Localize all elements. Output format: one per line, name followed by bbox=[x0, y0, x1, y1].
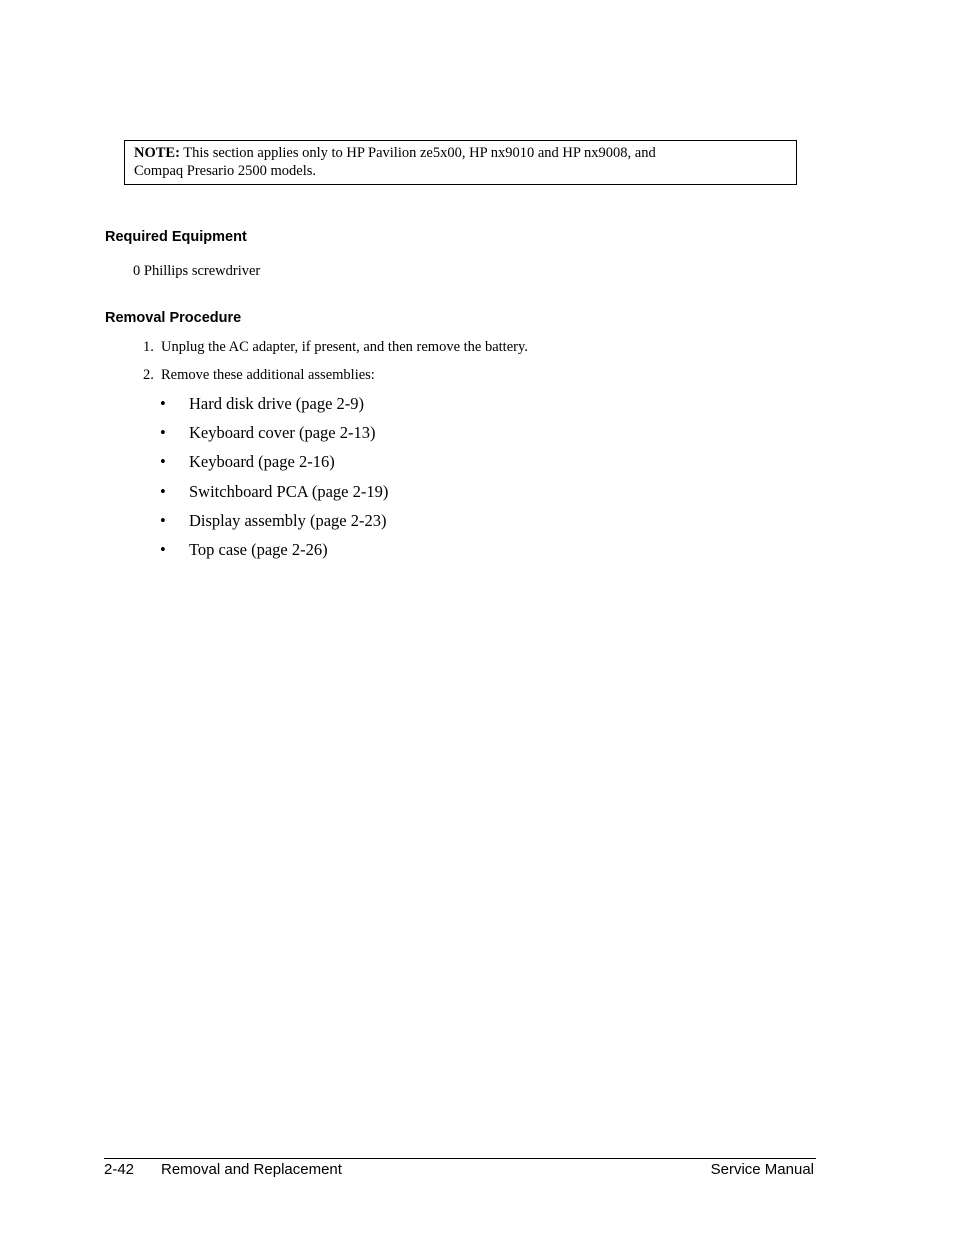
list-item bbox=[160, 481, 388, 510]
bullet-icon: • bbox=[160, 423, 166, 443]
list-item bbox=[160, 393, 388, 422]
list-item bbox=[160, 539, 388, 568]
bullet-icon: • bbox=[160, 510, 166, 530]
required-equipment-heading: Required Equipment bbox=[105, 229, 247, 245]
list-item bbox=[160, 422, 388, 451]
note-text-line2: Compaq Presario 2500 models. bbox=[134, 163, 317, 179]
step-number: 1. bbox=[143, 339, 154, 355]
list-item bbox=[160, 510, 388, 539]
list-item-text: Keyboard cover (page 2-13) bbox=[189, 423, 376, 443]
procedure-step-1 bbox=[143, 338, 528, 356]
note-label: NOTE: bbox=[134, 145, 180, 161]
list-item-text: Keyboard (page 2-16) bbox=[189, 452, 335, 472]
footer-manual-title: Service Manual bbox=[710, 1161, 814, 1178]
list-item-text: Top case (page 2-26) bbox=[189, 539, 328, 559]
footer-page-number: 2-42 bbox=[104, 1161, 135, 1178]
note-box bbox=[124, 140, 797, 185]
footer-divider bbox=[104, 1158, 816, 1159]
bullet-icon: • bbox=[160, 481, 166, 501]
list-item-text: Switchboard PCA (page 2-19) bbox=[189, 481, 389, 501]
procedure-step-2 bbox=[143, 366, 375, 384]
footer-section-title: Removal and Replacement bbox=[161, 1161, 342, 1178]
required-equipment-item: 0 Phillips screwdriver bbox=[133, 263, 261, 279]
removal-procedure-heading: Removal Procedure bbox=[105, 310, 242, 326]
list-item-text: Hard disk drive (page 2-9) bbox=[189, 394, 365, 413]
bullet-icon: • bbox=[160, 394, 166, 413]
bullet-icon: • bbox=[160, 539, 166, 559]
list-item-text: Display assembly (page 2-23) bbox=[189, 510, 387, 530]
step-text: Unplug the AC adapter, if present, and then remove the battery. bbox=[161, 339, 528, 355]
note-text-line1: This section applies only to HP Pavilion ze5x00, HP nx9010 and HP nx9008, and bbox=[179, 145, 656, 161]
step-number: 2. bbox=[143, 367, 154, 383]
step-text: Remove these additional assemblies: bbox=[161, 367, 375, 383]
assemblies-list bbox=[160, 393, 388, 568]
list-item bbox=[160, 451, 388, 480]
bullet-icon: • bbox=[160, 452, 166, 472]
